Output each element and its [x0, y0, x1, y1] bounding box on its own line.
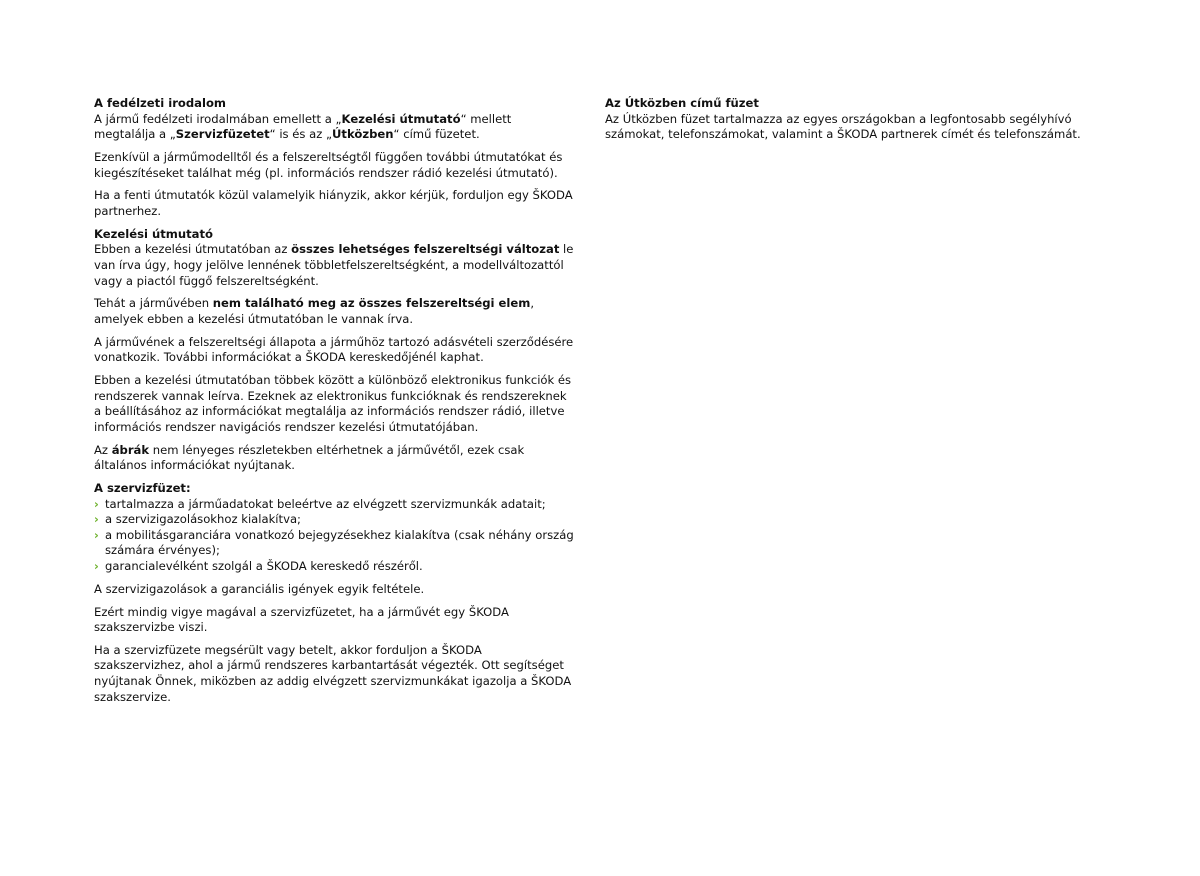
text: Az	[94, 442, 112, 457]
paragraph: A szervizigazolások a garanciális igények egyik feltétele.	[94, 581, 425, 596]
text: A jármű fedélzeti irodalmában emellett a „	[94, 111, 342, 126]
paragraph: Ezért mindig vigye magával a szervizfüzetet, ha a járművét egy ŠKODA szakszervizbe viszi.	[94, 604, 509, 635]
list-item-text: a szervizigazolásokhoz kialakítva;	[105, 512, 301, 527]
bold-text: Útközben	[332, 127, 394, 142]
chevron-right-icon: ›	[94, 496, 99, 511]
section-heading-on-the-road: Az Útközben című füzet	[605, 96, 759, 110]
text: “ mellett megtalálja a „	[94, 111, 512, 142]
paragraph: A járművének a felszereltségi állapota a járműhöz tartozó adásvételi szerződésére vonatkozik. További információkat a ŠKODA kereskedőjénél kaphat.	[94, 334, 574, 365]
section-heading-owners-manual: Kezelési útmutató	[94, 226, 214, 241]
bold-text: összes lehetséges felszereltségi változat	[291, 242, 560, 257]
list-item-text: a mobilitásgaranciára vonatkozó bejegyzésekhez kialakítva (csak néhány ország számára érvényes);	[105, 527, 574, 558]
paragraph	[94, 296, 574, 327]
text: “ című füzetet.	[393, 127, 480, 142]
text: nem lényeges részletekben eltérhetnek a járművétől, ezek csak általános információkat nyújtanak.	[94, 442, 525, 473]
list-item	[94, 512, 574, 528]
list-item	[94, 528, 574, 559]
list-item	[94, 559, 574, 575]
chevron-right-icon: ›	[94, 512, 99, 527]
paragraph: Ha a szervizfüzete megsérült vagy betelt, akkor forduljon a ŠKODA szakszervizhez, ahol a jármű rendszeres karbantartását végezték. Ott segítséget nyújtanak Önnek, miközben az addig elvégzett szervizmunkákat igazolja a ŠKODA szakszervize.	[94, 642, 572, 704]
bold-text: nem található meg az összes felszereltségi elem	[212, 296, 531, 311]
service-book-list	[94, 497, 574, 575]
list-item	[94, 497, 574, 513]
list-item-text: garancialevélként szolgál a ŠKODA kereskedő részéről.	[105, 558, 423, 573]
text: , amelyek ebben a kezelési útmutatóban le vannak írva.	[94, 296, 535, 326]
bold-text: ábrák	[111, 442, 150, 457]
paragraph: Ha a fenti útmutatók közül valamelyik hiányzik, akkor kérjük, forduljon egy ŠKODA partnerhez.	[94, 188, 573, 218]
section-heading-onboard-literature: A fedélzeti irodalom	[94, 96, 227, 110]
right-column	[605, 96, 1095, 150]
section-heading-service-book: A szervizfüzet:	[94, 480, 191, 495]
paragraph: Ebben a kezelési útmutatóban többek között a különböző elektronikus funkciók és rendszerek vannak leírva. Ezeknek az elektronikus funkcióknak és rendszereknek a beállításához az információkat megtalálja az információs rendszer rádió, illetve információs rendszer navigációs rendszer kezelési útmutatójában.	[94, 373, 572, 434]
list-item-text: tartalmazza a járműadatokat beleértve az elvégzett szervizmunkák adatait;	[105, 496, 546, 511]
paragraph	[94, 242, 574, 289]
paragraph	[94, 443, 574, 474]
bold-text: Kezelési útmutató	[341, 111, 461, 126]
paragraph: Ezenkívül a járműmodelltől és a felszereltségtől függően további útmutatókat és kiegészítéseket találhat még (pl. információs rendszer rádió kezelési útmutató).	[94, 149, 563, 180]
text: Ebben a kezelési útmutatóban az	[94, 242, 292, 257]
paragraph	[94, 112, 574, 143]
text: le van írva úgy, hogy jelölve lennének többletfelszereltségként, a modellváltozattól vagy a piactól függő felszereltségként.	[94, 242, 574, 288]
text: “ is és az „	[269, 127, 333, 142]
left-column	[94, 96, 574, 712]
bold-text: Szervizfüzetet	[175, 127, 270, 142]
text: Tehát a járművében	[94, 296, 213, 311]
chevron-right-icon: ›	[94, 558, 99, 573]
chevron-right-icon: ›	[94, 527, 99, 542]
paragraph: Az Útközben füzet tartalmazza az egyes országokban a legfontosabb segélyhívó számokat, telefonszámokat, valamint a ŠKODA partnerek címét és telefonszámát.	[605, 111, 1081, 142]
